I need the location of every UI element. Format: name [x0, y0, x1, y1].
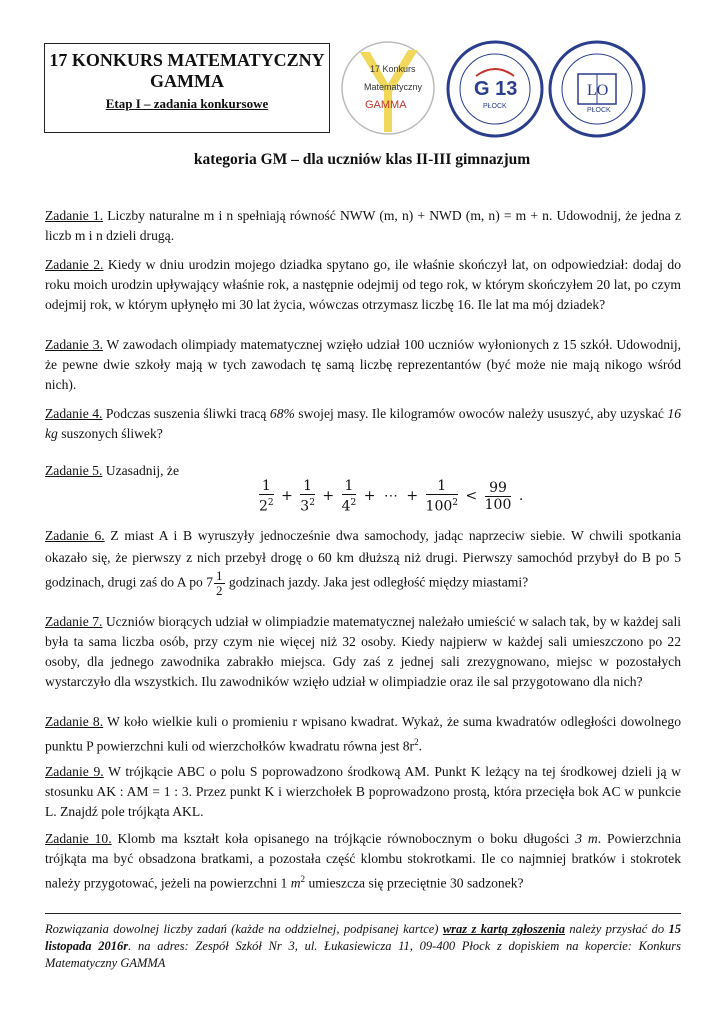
- contest-title: 17 KONKURS MATEMATYCZNY: [49, 50, 325, 70]
- task-8: Zadanie 8. W koło wielkie kuli o promieniu r wpisano kwadrat. Wykaż, że suma kwadratów odległości dowolnego punktu P powierzchni kuli od wierzchołków kwadratu równa jest $8r^2$.: [45, 714, 681, 754]
- fraction: $\frac{99}{100}$: [484, 479, 512, 513]
- percent-value: 68%: [269, 406, 295, 421]
- lo-logo: [548, 40, 646, 143]
- task-6: Zadanie 6. Z miast A i B wyruszyły jednocześnie dwa samochody, jadąc naprzeciw siebie. W chwili spotkania okazało się, że pierwszy z nich przebył drogę o 60 km dłuższą niż drugi. Pierwszy samochód przybył do B po 5 godzinach, drugi zaś do A po 7 $\frac{1}{2}$ godzinach jazdy. Jaka jest odległość między miastami?: [45, 528, 681, 598]
- stage-subtitle: Etap I – zadania konkursowe: [105, 96, 269, 111]
- task-text: Uzasadnij, że: [102, 463, 179, 478]
- task-2: [45, 255, 681, 315]
- task-label: Zadanie 5.: [45, 463, 103, 478]
- g13-logo: [446, 40, 544, 143]
- svg-text:17 Konkurs: 17 Konkurs: [370, 64, 416, 74]
- task-label: Zadanie 6.: [45, 528, 105, 543]
- svg-text:PŁOCK: PŁOCK: [587, 107, 611, 114]
- fraction: $\frac{1}{2}$: [216, 568, 223, 598]
- fraction: $\frac{1}{100^2}$: [425, 478, 458, 515]
- task-10: Zadanie 10. Klomb ma kształt koła opisanego na trójkącie równobocznym o boku długości 3 m. Powierzchnia trójkąta ma być obsadzona bratkami, a pozostała część klombu stokrotkami. Ile co najmniej bratków i stokrotek należy przygotować, jeżeli na powierzchni 1 $m^2$ umieszcza się przeciętnie 30 sadzonek?: [45, 831, 682, 891]
- task-text: Liczby naturalne m i n spełniają równość NWW (m, n) + NWD (m, n) = m + n. Udowodnij, że jedna z liczb m i n dzieli drugą.: [45, 208, 681, 243]
- contest-name: GAMMA: [150, 71, 224, 91]
- inequality-formula: $\frac{1}{2^2}$ + $\frac{1}{3^2}$ + $\frac{1}{4^2}$ + ⋯ + $\frac{1}{100^2}$ < $\frac{99}{100}$ .: [259, 478, 524, 515]
- svg-text:PŁOCK: PŁOCK: [483, 103, 507, 110]
- footer-note: Rozwiązania dowolnej liczby zadań (każde na oddzielnej, podpisanej kartce) wraz z kartą zgłoszenia należy przysłać do 15 listopada 2016r. na adres: Zespół Szkół Nr 3, ul. Łukasiewicza 11, 09-400 Płock z dopiskiem na kopercie: Konkurs Matematyczny GAMMA: [45, 922, 681, 970]
- title-box: [44, 43, 330, 133]
- task-text: Uczniów biorących udział w olimpiadzie matematycznej należało umieścić w salach tak, by w każdej sali była ta sama liczba osób, przy czym nie więcej niż 32 osoby. Kiedy najpierw w każdej sali umieszczono po 22 osoby, dla jednego zawodnika zabrakło miejsca. Gdy zaś z jednej sali zrezygnowano, miejsc w pozostałych wystarczyło dla wszystkich. Ilu zawodników wzięło udział w olimpiadzie oraz ile sal przygotowano dla nich?: [45, 614, 682, 689]
- task-4: Zadanie 4. Podczas suszenia śliwki tracą 68% swojej masy. Ile kilogramów owoców należy ususzyć, aby uzyskać 16 kg suszonych śliwek?: [45, 406, 681, 441]
- svg-text:Matematyczny: Matematyczny: [364, 82, 423, 92]
- fraction: $\frac{1}{3^2}$: [300, 478, 315, 515]
- svg-text:LO: LO: [587, 82, 609, 99]
- category-heading: kategoria GM – dla uczniów klas II-III gimnazjum: [193, 151, 531, 168]
- task-label: Zadanie 4.: [45, 406, 103, 421]
- task-label: Zadanie 10.: [45, 831, 112, 846]
- svg-text:G 13: G 13: [474, 78, 518, 100]
- task-1: [45, 206, 681, 246]
- task-3: [45, 335, 681, 395]
- task-label: Zadanie 2.: [45, 257, 104, 272]
- mass-value: 16 kg: [45, 406, 681, 441]
- task-label: Zadanie 3.: [45, 337, 103, 352]
- task-text: W trójkącie ABC o polu S poprowadzono środkową AM. Punkt K leżący na tej środkowej dzieli ją w stosunku AK : AM = 1 : 3. Przez punkt K i wierzchołek B poprowadzono prostą, która przecięła bok AC w punkcie L. Znajdź pole trójkąta AKL.: [45, 764, 682, 819]
- task-label: Zadanie 1.: [45, 208, 104, 223]
- task-text: W zawodach olimpiady matematycznej wzięło udział 100 uczniów wyłonionych z 15 szkół. Udowodnij, że pewne dwie szkoły mają w tych zawodach tę samą liczbę reprezentantów (być może nie mają nikogo wśród nich).: [45, 337, 682, 392]
- task-label: Zadanie 8.: [45, 714, 104, 729]
- fraction: $\frac{1}{4^2}$: [341, 478, 357, 515]
- task-9: [45, 762, 681, 822]
- task-label: Zadanie 9.: [45, 764, 104, 779]
- task-label: Zadanie 7.: [45, 614, 103, 629]
- task-7: [45, 612, 681, 692]
- task-text: Kiedy w dniu urodzin mojego dziadka spytano go, ile właśnie skończył lat, on odpowiedział: dodaj do roku moich urodzin upływający właśnie rok, a następnie odejmij od tego rok, w którym skończyłem 20 lat, po czym odejmij rok, w którym upłynęło mi 30 lat życia, wówczas otrzymasz liczbę 16. Ile lat ma mój dziadek?: [45, 257, 681, 312]
- footer-divider: [45, 913, 681, 914]
- svg-text:GAMMA: GAMMA: [365, 99, 407, 111]
- fraction: $\frac{1}{2^2}$: [259, 478, 274, 515]
- gamma-logo: [340, 40, 436, 141]
